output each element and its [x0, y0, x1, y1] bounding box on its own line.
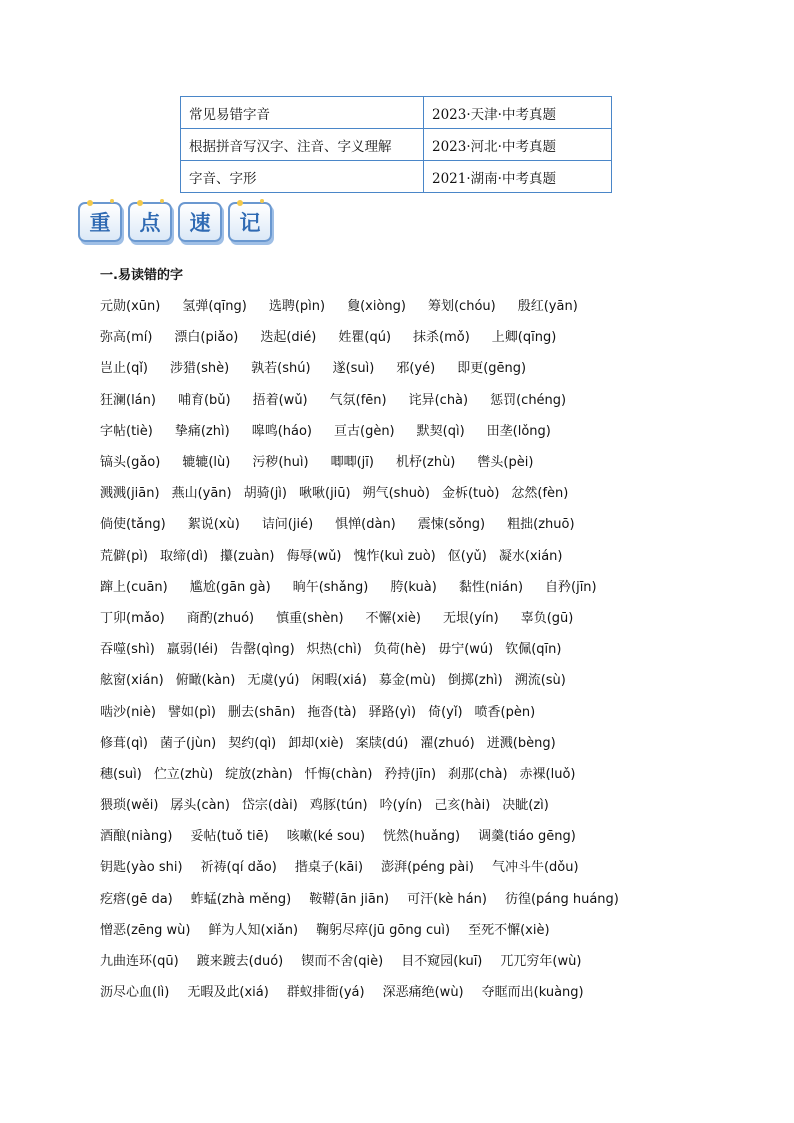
word-entry: 孰若(shú) — [251, 361, 311, 377]
word-entry: 敻(xiòng) — [347, 299, 406, 315]
word-entry: 伛(yǔ) — [447, 548, 487, 564]
word-row — [100, 289, 780, 320]
word-entry: 濯(zhuó) — [420, 735, 475, 751]
word-entry: 黏性(nián) — [458, 579, 524, 595]
word-entry: 遂(suì) — [332, 361, 375, 377]
word-entry: 澎湃(péng pài) — [381, 860, 474, 876]
word-entry: 修葺(qì) — [100, 735, 149, 751]
word-entry: 舷窗(xián) — [100, 673, 164, 689]
key-points-badge — [78, 202, 272, 242]
word-entry: 无虞(yú) — [247, 673, 300, 689]
word-entry: 啾啾(jiū) — [299, 486, 351, 502]
word-entry: 吞噬(shì) — [100, 642, 155, 658]
word-row — [100, 539, 780, 570]
word-entry: 兀兀穷年(wù) — [500, 954, 582, 970]
word-entry: 辔头(pèi) — [477, 455, 534, 471]
word-list — [100, 289, 780, 1006]
word-entry: 己亥(hài) — [434, 798, 491, 814]
word-entry: 诘问(jié) — [261, 517, 314, 533]
word-entry: 絮说(xù) — [187, 517, 240, 533]
word-entry: 亘古(gèn) — [334, 423, 395, 439]
table-cell-topic: 根据拼音写汉字、注音、字义理解 — [181, 129, 424, 161]
word-entry: 殷红(yān) — [517, 299, 578, 315]
word-entry: 沥尽心血(lì) — [100, 985, 170, 1001]
word-entry: 删去(shān) — [228, 704, 296, 720]
word-entry: 慎重(shèn) — [276, 610, 344, 626]
word-entry: 踱来踱去(duó) — [196, 954, 284, 970]
word-entry: 譬如(pì) — [168, 704, 217, 720]
word-entry: 蚱蜢(zhà měng) — [190, 891, 292, 907]
word-entry: 不懈(xiè) — [365, 610, 421, 626]
word-entry: 晌午(shǎng) — [292, 579, 369, 595]
word-entry: 辜负(gū) — [520, 610, 574, 626]
badge-char: 速 — [178, 202, 222, 242]
word-entry: 倚(yǐ) — [428, 704, 463, 720]
word-row — [100, 726, 780, 757]
word-row — [100, 601, 780, 632]
word-entry: 哺育(bǔ) — [177, 392, 231, 408]
table-cell-topic: 字音、字形 — [181, 161, 424, 193]
word-entry: 忿然(fèn) — [511, 486, 569, 502]
word-entry: 拖沓(tà) — [307, 704, 357, 720]
word-row — [100, 819, 780, 850]
word-entry: 气冲斗牛(dǒu) — [491, 860, 579, 876]
word-entry: 燕山(yān) — [171, 486, 232, 502]
word-entry: 气氛(fēn) — [329, 392, 387, 408]
word-entry: 上卿(qīng) — [491, 330, 557, 346]
word-entry: 溅溅(jiān) — [100, 486, 160, 502]
word-entry: 诧异(chà) — [408, 392, 469, 408]
word-entry: 驿路(yì) — [368, 704, 417, 720]
word-entry: 挚痛(zhì) — [174, 423, 230, 439]
word-row — [100, 414, 780, 445]
word-entry: 酒酿(niàng) — [100, 829, 173, 845]
word-entry: 攥(zuàn) — [220, 548, 275, 564]
word-entry: 抹杀(mǒ) — [413, 330, 470, 346]
word-entry: 商酌(zhuó) — [186, 610, 255, 626]
word-entry: 取缔(dì) — [160, 548, 209, 564]
word-row — [100, 975, 780, 1006]
word-entry: 恍然(huǎng) — [383, 829, 461, 845]
word-entry: 选聘(pìn) — [268, 299, 326, 315]
word-entry: 震悚(sǒng) — [417, 517, 486, 533]
word-entry: 负荷(hè) — [373, 642, 427, 658]
word-entry: 惧惮(dàn) — [335, 517, 396, 533]
word-row — [100, 632, 780, 663]
word-entry: 污秽(huì) — [252, 455, 309, 471]
word-entry: 决眦(zì) — [502, 798, 549, 814]
word-entry: 锲而不舍(qiè) — [301, 954, 384, 970]
word-entry: 猥琐(wěi) — [100, 798, 159, 814]
word-entry: 辘辘(lù) — [182, 455, 231, 471]
word-entry: 金柝(tuò) — [441, 486, 500, 502]
word-row — [100, 476, 780, 507]
table-cell-source: 2023·河北·中考真题 — [424, 129, 612, 161]
word-row — [100, 320, 780, 351]
section-title: 一.易读错的字 — [100, 268, 183, 283]
word-entry: 钥匙(yào shi) — [100, 860, 183, 876]
word-entry: 无暇及此(xiá) — [187, 985, 269, 1001]
word-entry: 彷徨(páng huáng) — [504, 891, 619, 907]
word-entry: 吟(yín) — [379, 798, 423, 814]
word-entry: 无垠(yín) — [443, 610, 499, 626]
word-entry: 侮辱(wǔ) — [286, 548, 342, 564]
word-entry: 蹿上(cuān) — [100, 579, 168, 595]
word-entry: 菌子(jùn) — [160, 735, 217, 751]
word-row — [100, 694, 780, 725]
word-entry: 邪(yé) — [396, 361, 436, 377]
word-entry: 倒掷(zhì) — [447, 673, 503, 689]
word-row — [100, 944, 780, 975]
word-entry: 唧唧(jī) — [330, 455, 374, 471]
word-entry: 募金(mù) — [378, 673, 436, 689]
word-entry: 粗拙(zhuō) — [507, 517, 575, 533]
badge-char: 记 — [228, 202, 272, 242]
word-entry: 姓瞿(qú) — [338, 330, 392, 346]
word-row — [100, 850, 780, 881]
word-entry: 嗥鸣(háo) — [251, 423, 312, 439]
word-entry: 刹那(chà) — [448, 766, 508, 782]
word-entry: 钦佩(qīn) — [505, 642, 562, 658]
word-entry: 伫立(zhù) — [153, 766, 214, 782]
word-entry: 憎恶(zēng wù) — [100, 922, 191, 938]
word-entry: 胡骑(jì) — [243, 486, 287, 502]
word-entry: 狂澜(lán) — [100, 392, 156, 408]
word-entry: 尴尬(gān gà) — [189, 579, 271, 595]
word-entry: 炽热(chì) — [306, 642, 362, 658]
word-entry: 羸弱(léi) — [166, 642, 219, 658]
word-entry: 弥高(mí) — [100, 330, 153, 346]
word-entry: 即更(gēng) — [457, 361, 527, 377]
word-entry: 鲜为人知(xiǎn) — [208, 922, 299, 938]
word-entry: 揩桌子(kāi) — [294, 860, 364, 876]
exam-source-table — [180, 96, 612, 193]
word-row — [100, 507, 780, 538]
word-row — [100, 913, 780, 944]
word-row — [100, 351, 780, 382]
word-entry: 鞠躬尽瘁(jū gōng cuì) — [316, 922, 451, 938]
word-entry: 氢弹(qīng) — [182, 299, 247, 315]
word-entry: 惩罚(chéng) — [490, 392, 567, 408]
word-entry: 田垄(lǒng) — [486, 423, 551, 439]
word-entry: 丁卯(mǎo) — [100, 610, 165, 626]
word-entry: 可汗(kè hán) — [407, 891, 487, 907]
word-entry: 闲暇(xiá) — [311, 673, 367, 689]
word-entry: 字帖(tiè) — [100, 423, 153, 439]
word-entry: 凝水(xián) — [498, 548, 563, 564]
word-entry: 机杼(zhù) — [395, 455, 456, 471]
table-row — [181, 161, 612, 193]
word-row — [100, 788, 780, 819]
word-entry: 告罄(qìng) — [230, 642, 295, 658]
table-cell-topic: 常见易错字音 — [181, 97, 424, 129]
table-cell-source: 2021·湖南·中考真题 — [424, 161, 612, 193]
word-entry: 岱宗(dài) — [241, 798, 298, 814]
word-entry: 孱头(càn) — [170, 798, 230, 814]
word-entry: 朔气(shuò) — [362, 486, 430, 502]
table-row — [181, 129, 612, 161]
word-row — [100, 663, 780, 694]
word-entry: 愧怍(kuì zuò) — [353, 548, 436, 564]
word-entry: 契约(qì) — [228, 735, 277, 751]
word-entry: 疙瘩(gē da) — [100, 891, 173, 907]
word-entry: 喷香(pèn) — [474, 704, 536, 720]
word-entry: 夺眶而出(kuàng) — [481, 985, 584, 1001]
table-row — [181, 97, 612, 129]
word-entry: 鸡豚(tún) — [309, 798, 368, 814]
word-entry: 胯(kuà) — [390, 579, 437, 595]
word-entry: 荒僻(pì) — [100, 548, 149, 564]
word-row — [100, 882, 780, 913]
word-entry: 毋宁(wú) — [438, 642, 494, 658]
word-entry: 迸溅(bèng) — [486, 735, 556, 751]
word-entry: 深恶痛绝(wù) — [382, 985, 464, 1001]
word-entry: 矜持(jīn) — [384, 766, 437, 782]
word-entry: 元勋(xūn) — [100, 299, 161, 315]
word-entry: 目不窥园(kuī) — [401, 954, 483, 970]
word-entry: 案牍(dú) — [355, 735, 409, 751]
table-cell-source: 2023·天津·中考真题 — [424, 97, 612, 129]
word-entry: 漂白(piǎo) — [174, 330, 239, 346]
badge-char: 点 — [128, 202, 172, 242]
word-entry: 岂止(qǐ) — [100, 361, 149, 377]
word-entry: 迭起(dié) — [260, 330, 317, 346]
word-entry: 溯流(sù) — [514, 673, 566, 689]
word-entry: 至死不懈(xiè) — [468, 922, 550, 938]
word-row — [100, 445, 780, 476]
word-entry: 调羹(tiáo gēng) — [478, 829, 576, 845]
badge-char: 重 — [78, 202, 122, 242]
word-entry: 祈祷(qí dǎo) — [200, 860, 277, 876]
word-entry: 绽放(zhàn) — [225, 766, 293, 782]
word-entry: 卸却(xiè) — [288, 735, 344, 751]
word-entry: 鞍鞯(ān jiān) — [309, 891, 390, 907]
word-row — [100, 570, 780, 601]
word-row — [100, 757, 780, 788]
word-entry: 涉猎(shè) — [170, 361, 230, 377]
word-entry: 俯瞰(kàn) — [175, 673, 236, 689]
word-row — [100, 383, 780, 414]
word-entry: 穗(suì) — [100, 766, 142, 782]
word-entry: 捂着(wǔ) — [252, 392, 308, 408]
word-entry: 镐头(gǎo) — [100, 455, 161, 471]
word-entry: 忏悔(chàn) — [304, 766, 373, 782]
word-entry: 默契(qì) — [416, 423, 465, 439]
word-entry: 群蚁排衙(yá) — [286, 985, 365, 1001]
word-entry: 倘使(tǎng) — [100, 517, 166, 533]
word-entry: 啮沙(niè) — [100, 704, 156, 720]
word-entry: 咳嗽(ké sou) — [286, 829, 366, 845]
word-entry: 筹划(chóu) — [427, 299, 496, 315]
word-entry: 自矜(jīn) — [545, 579, 597, 595]
word-entry: 赤裸(luǒ) — [519, 766, 576, 782]
word-entry: 妥帖(tuǒ tiē) — [190, 829, 269, 845]
word-entry: 九曲连环(qū) — [100, 954, 179, 970]
